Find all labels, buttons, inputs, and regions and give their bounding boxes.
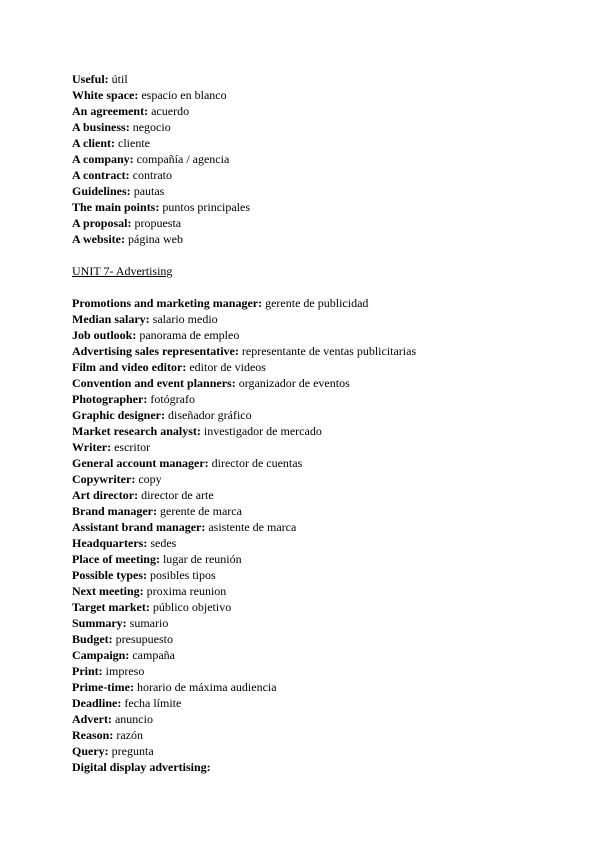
vocabulary-entry bbox=[72, 215, 572, 231]
vocabulary-translation: campaña bbox=[132, 648, 175, 662]
vocabulary-translation: horario de máxima audiencia bbox=[136, 680, 277, 694]
vocabulary-entry bbox=[72, 423, 572, 439]
vocabulary-term: A business: bbox=[72, 120, 130, 134]
vocabulary-entry bbox=[72, 711, 572, 727]
vocabulary-entry bbox=[72, 231, 572, 247]
vocabulary-entry bbox=[72, 535, 572, 551]
vocabulary-term: Art director: bbox=[72, 488, 139, 502]
vocabulary-translation: editor de videos bbox=[189, 360, 266, 374]
vocabulary-translation: acuerdo bbox=[151, 104, 190, 118]
vocabulary-term: Guidelines: bbox=[72, 184, 131, 198]
vocabulary-term: Median salary: bbox=[72, 312, 150, 326]
vocabulary-translation: espacio en blanco bbox=[141, 88, 227, 102]
vocabulary-entry bbox=[72, 71, 572, 87]
vocabulary-entry bbox=[72, 743, 572, 759]
vocabulary-term: A client: bbox=[72, 136, 115, 150]
vocabulary-translation: diseñador gráfico bbox=[168, 408, 252, 422]
vocabulary-entry bbox=[72, 503, 572, 519]
vocabulary-term: Convention and event planners: bbox=[72, 376, 236, 390]
vocabulary-entry bbox=[72, 359, 572, 375]
vocabulary-entry bbox=[72, 487, 572, 503]
vocabulary-translation: posibles tipos bbox=[150, 568, 216, 582]
vocabulary-translation: pautas bbox=[133, 184, 165, 198]
vocabulary-entry bbox=[72, 167, 572, 183]
vocabulary-term: A proposal: bbox=[72, 216, 132, 230]
vocabulary-entry bbox=[72, 343, 572, 359]
vocabulary-entry bbox=[72, 695, 572, 711]
vocabulary-entry bbox=[72, 551, 572, 567]
vocabulary-term: Campaign: bbox=[72, 648, 130, 662]
vocabulary-translation: contrato bbox=[132, 168, 172, 182]
vocabulary-translation: lugar de reunión bbox=[162, 552, 242, 566]
vocabulary-translation: compañía / agencia bbox=[136, 152, 230, 166]
vocabulary-term: Next meeting: bbox=[72, 584, 144, 598]
vocabulary-entry bbox=[72, 727, 572, 743]
vocabulary-entry bbox=[72, 103, 572, 119]
vocabulary-term: White space: bbox=[72, 88, 139, 102]
vocabulary-list-unit-7 bbox=[72, 295, 572, 775]
vocabulary-translation: fecha límite bbox=[124, 696, 182, 710]
vocabulary-term: A contract: bbox=[72, 168, 130, 182]
vocabulary-entry bbox=[72, 199, 572, 215]
vocabulary-term: Writer: bbox=[72, 440, 112, 454]
vocabulary-term: Print: bbox=[72, 664, 103, 678]
vocabulary-translation: útil bbox=[111, 72, 128, 86]
vocabulary-term: Budget: bbox=[72, 632, 113, 646]
vocabulary-translation: impreso bbox=[105, 664, 145, 678]
vocabulary-term: Film and video editor: bbox=[72, 360, 187, 374]
vocabulary-term: Brand manager: bbox=[72, 504, 157, 518]
vocabulary-entry bbox=[72, 295, 572, 311]
vocabulary-translation: escritor bbox=[114, 440, 151, 454]
vocabulary-term: Photographer: bbox=[72, 392, 148, 406]
vocabulary-translation: gerente de marca bbox=[160, 504, 242, 518]
vocabulary-translation: director de cuentas bbox=[211, 456, 303, 470]
vocabulary-translation: panorama de empleo bbox=[139, 328, 240, 342]
vocabulary-translation: copy bbox=[138, 472, 162, 486]
vocabulary-entry bbox=[72, 567, 572, 583]
vocabulary-term: Copywriter: bbox=[72, 472, 136, 486]
vocabulary-term: Place of meeting: bbox=[72, 552, 160, 566]
vocabulary-term: Deadline: bbox=[72, 696, 122, 710]
vocabulary-translation: anuncio bbox=[114, 712, 153, 726]
vocabulary-translation: negocio bbox=[132, 120, 171, 134]
document-page bbox=[72, 0, 572, 848]
vocabulary-entry bbox=[72, 327, 572, 343]
vocabulary-entry bbox=[72, 119, 572, 135]
vocabulary-translation: asistente de marca bbox=[208, 520, 297, 534]
vocabulary-entry bbox=[72, 471, 572, 487]
vocabulary-term: The main points: bbox=[72, 200, 160, 214]
vocabulary-translation: fotógrafo bbox=[150, 392, 195, 406]
vocabulary-term: Prime-time: bbox=[72, 680, 134, 694]
vocabulary-translation: presupuesto bbox=[115, 632, 173, 646]
vocabulary-entry bbox=[72, 599, 572, 615]
vocabulary-entry bbox=[72, 391, 572, 407]
vocabulary-term: Graphic designer: bbox=[72, 408, 165, 422]
vocabulary-term: An agreement: bbox=[72, 104, 149, 118]
vocabulary-term: Summary: bbox=[72, 616, 127, 630]
vocabulary-term: A company: bbox=[72, 152, 134, 166]
vocabulary-translation: salario medio bbox=[152, 312, 218, 326]
vocabulary-translation: público objetivo bbox=[152, 600, 232, 614]
vocabulary-entry bbox=[72, 183, 572, 199]
vocabulary-translation: cliente bbox=[118, 136, 150, 150]
vocabulary-term: Market research analyst: bbox=[72, 424, 201, 438]
vocabulary-translation: propuesta bbox=[134, 216, 182, 230]
vocabulary-term: Digital display advertising: bbox=[72, 760, 211, 774]
vocabulary-entry bbox=[72, 631, 572, 647]
vocabulary-entry bbox=[72, 311, 572, 327]
vocabulary-translation: organizador de eventos bbox=[238, 376, 350, 390]
vocabulary-entry bbox=[72, 679, 572, 695]
vocabulary-term: Possible types: bbox=[72, 568, 147, 582]
vocabulary-translation: pregunta bbox=[111, 744, 154, 758]
vocabulary-entry bbox=[72, 439, 572, 455]
vocabulary-entry bbox=[72, 375, 572, 391]
vocabulary-translation: director de arte bbox=[141, 488, 214, 502]
vocabulary-term: General account manager: bbox=[72, 456, 209, 470]
vocabulary-translation: representante de ventas publicitarias bbox=[241, 344, 417, 358]
vocabulary-translation: gerente de publicidad bbox=[265, 296, 369, 310]
vocabulary-term: Advertising sales representative: bbox=[72, 344, 239, 358]
vocabulary-entry bbox=[72, 663, 572, 679]
vocabulary-translation: sumario bbox=[129, 616, 169, 630]
vocabulary-term: A website: bbox=[72, 232, 125, 246]
vocabulary-term: Useful: bbox=[72, 72, 109, 86]
vocabulary-term: Assistant brand manager: bbox=[72, 520, 206, 534]
vocabulary-term: Advert: bbox=[72, 712, 112, 726]
vocabulary-term: Job outlook: bbox=[72, 328, 137, 342]
vocabulary-entry bbox=[72, 519, 572, 535]
vocabulary-translation: sedes bbox=[150, 536, 177, 550]
vocabulary-translation: página web bbox=[128, 232, 183, 246]
vocabulary-entry bbox=[72, 647, 572, 663]
unit-heading: UNIT 7- Advertising bbox=[72, 264, 173, 278]
vocabulary-term: Reason: bbox=[72, 728, 114, 742]
vocabulary-list-general bbox=[72, 71, 572, 247]
vocabulary-term: Headquarters: bbox=[72, 536, 148, 550]
vocabulary-entry bbox=[72, 151, 572, 167]
vocabulary-entry bbox=[72, 615, 572, 631]
vocabulary-entry bbox=[72, 583, 572, 599]
vocabulary-entry bbox=[72, 455, 572, 471]
vocabulary-entry bbox=[72, 759, 572, 775]
vocabulary-translation: razón bbox=[116, 728, 143, 742]
vocabulary-translation: puntos principales bbox=[162, 200, 251, 214]
vocabulary-translation: investigador de mercado bbox=[203, 424, 322, 438]
vocabulary-entry bbox=[72, 135, 572, 151]
vocabulary-term: Target market: bbox=[72, 600, 150, 614]
vocabulary-term: Query: bbox=[72, 744, 109, 758]
vocabulary-translation: proxima reunion bbox=[146, 584, 227, 598]
vocabulary-entry bbox=[72, 87, 572, 103]
vocabulary-entry bbox=[72, 407, 572, 423]
vocabulary-term: Promotions and marketing manager: bbox=[72, 296, 263, 310]
